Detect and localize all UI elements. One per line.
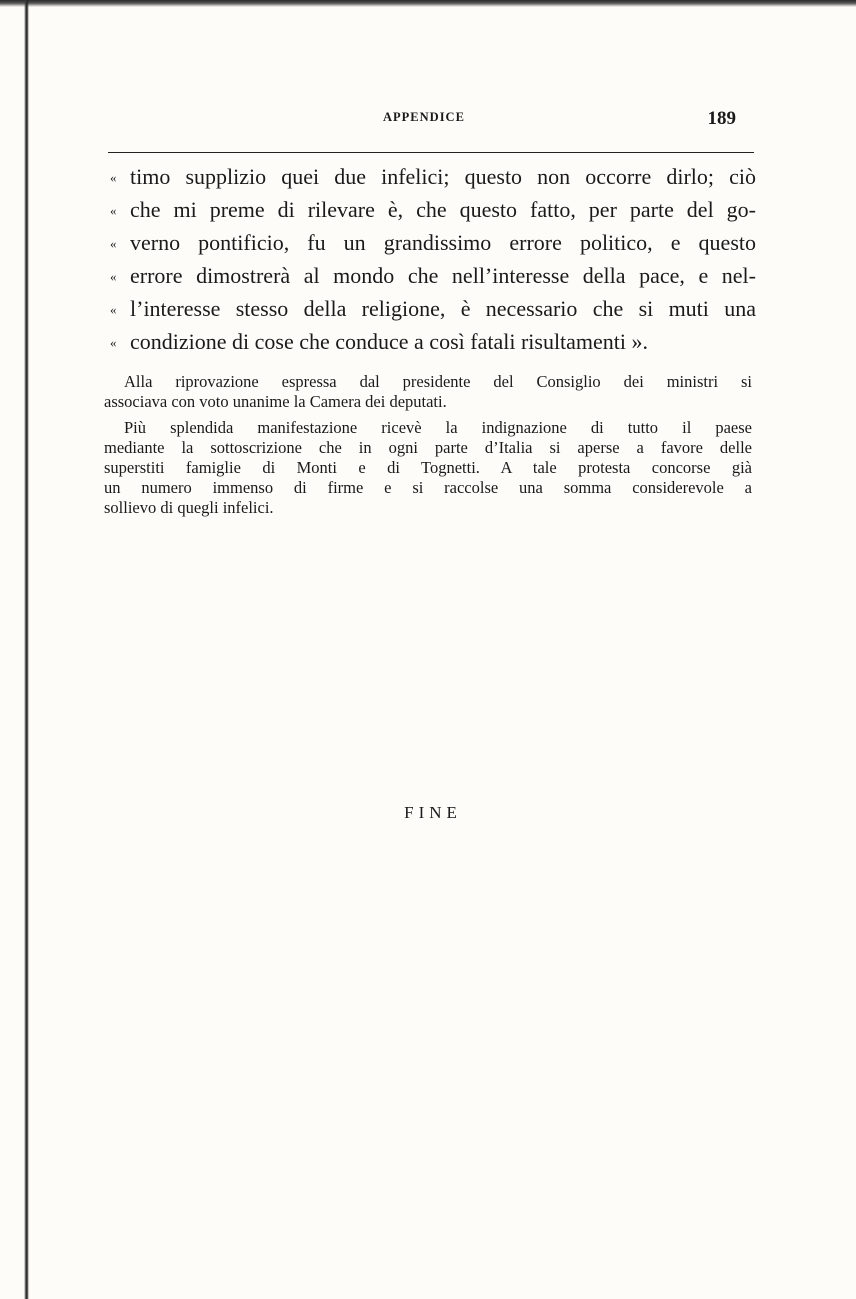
header-rule <box>108 152 754 153</box>
quote-line-text: che mi preme di rilevare è, che questo fatto, per parte del go- <box>130 197 756 222</box>
paragraph-line: superstiti famiglie di Monti e di Tognetti. A tale protesta concorse già <box>104 458 752 477</box>
paragraph-line: associava con voto unanime la Camera dei deputati. <box>104 392 447 411</box>
quote-line <box>110 160 756 193</box>
body-text <box>104 372 752 518</box>
quote-mark: « <box>110 170 117 185</box>
paragraph-line: mediante la sottoscrizione che in ogni parte d’Italia si aperse a favore delle <box>104 438 752 457</box>
paragraph <box>104 418 752 518</box>
paragraph-line: sollievo di quegli infelici. <box>104 498 274 517</box>
quote-mark: « <box>110 335 117 350</box>
page-header <box>108 100 756 140</box>
quote-line <box>110 259 756 292</box>
quote-line <box>110 226 756 259</box>
page-number: 189 <box>707 108 736 129</box>
paragraph-line: Alla riprovazione espressa dal presidente del Consiglio dei ministri si <box>124 372 752 391</box>
quote-mark: « <box>110 269 117 284</box>
end-mark: FINE <box>404 803 462 822</box>
quote-mark: « <box>110 302 117 317</box>
quote-line-text: condizione di cose che conduce a così fatali risultamenti ». <box>130 329 649 354</box>
quote-line <box>110 325 756 358</box>
quoted-passage <box>110 160 756 358</box>
paragraph-line: Più splendida manifestazione ricevè la indignazione di tutto il paese <box>124 418 752 437</box>
quote-line-text: verno pontificio, fu un grandissimo errore politico, e questo <box>130 230 756 255</box>
quote-line-text: errore dimostrerà al mondo che nell’interesse della pace, e nel- <box>130 263 756 288</box>
quote-line-text: l’interesse stesso della religione, è necessario che si muti una <box>130 296 756 321</box>
quote-line-text: timo supplizio quei due infelici; questo non occorre dirlo; ciò <box>130 164 756 189</box>
page-binding-edge <box>24 0 29 1299</box>
paragraph-line: un numero immenso di firme e si raccolse una somma considerevole a <box>104 478 752 497</box>
running-head: APPENDICE <box>383 110 465 124</box>
page-top-edge <box>0 0 856 7</box>
paragraph <box>104 372 752 412</box>
quote-line <box>110 193 756 226</box>
quote-mark: « <box>110 236 117 251</box>
quote-line <box>110 292 756 325</box>
quote-mark: « <box>110 203 117 218</box>
